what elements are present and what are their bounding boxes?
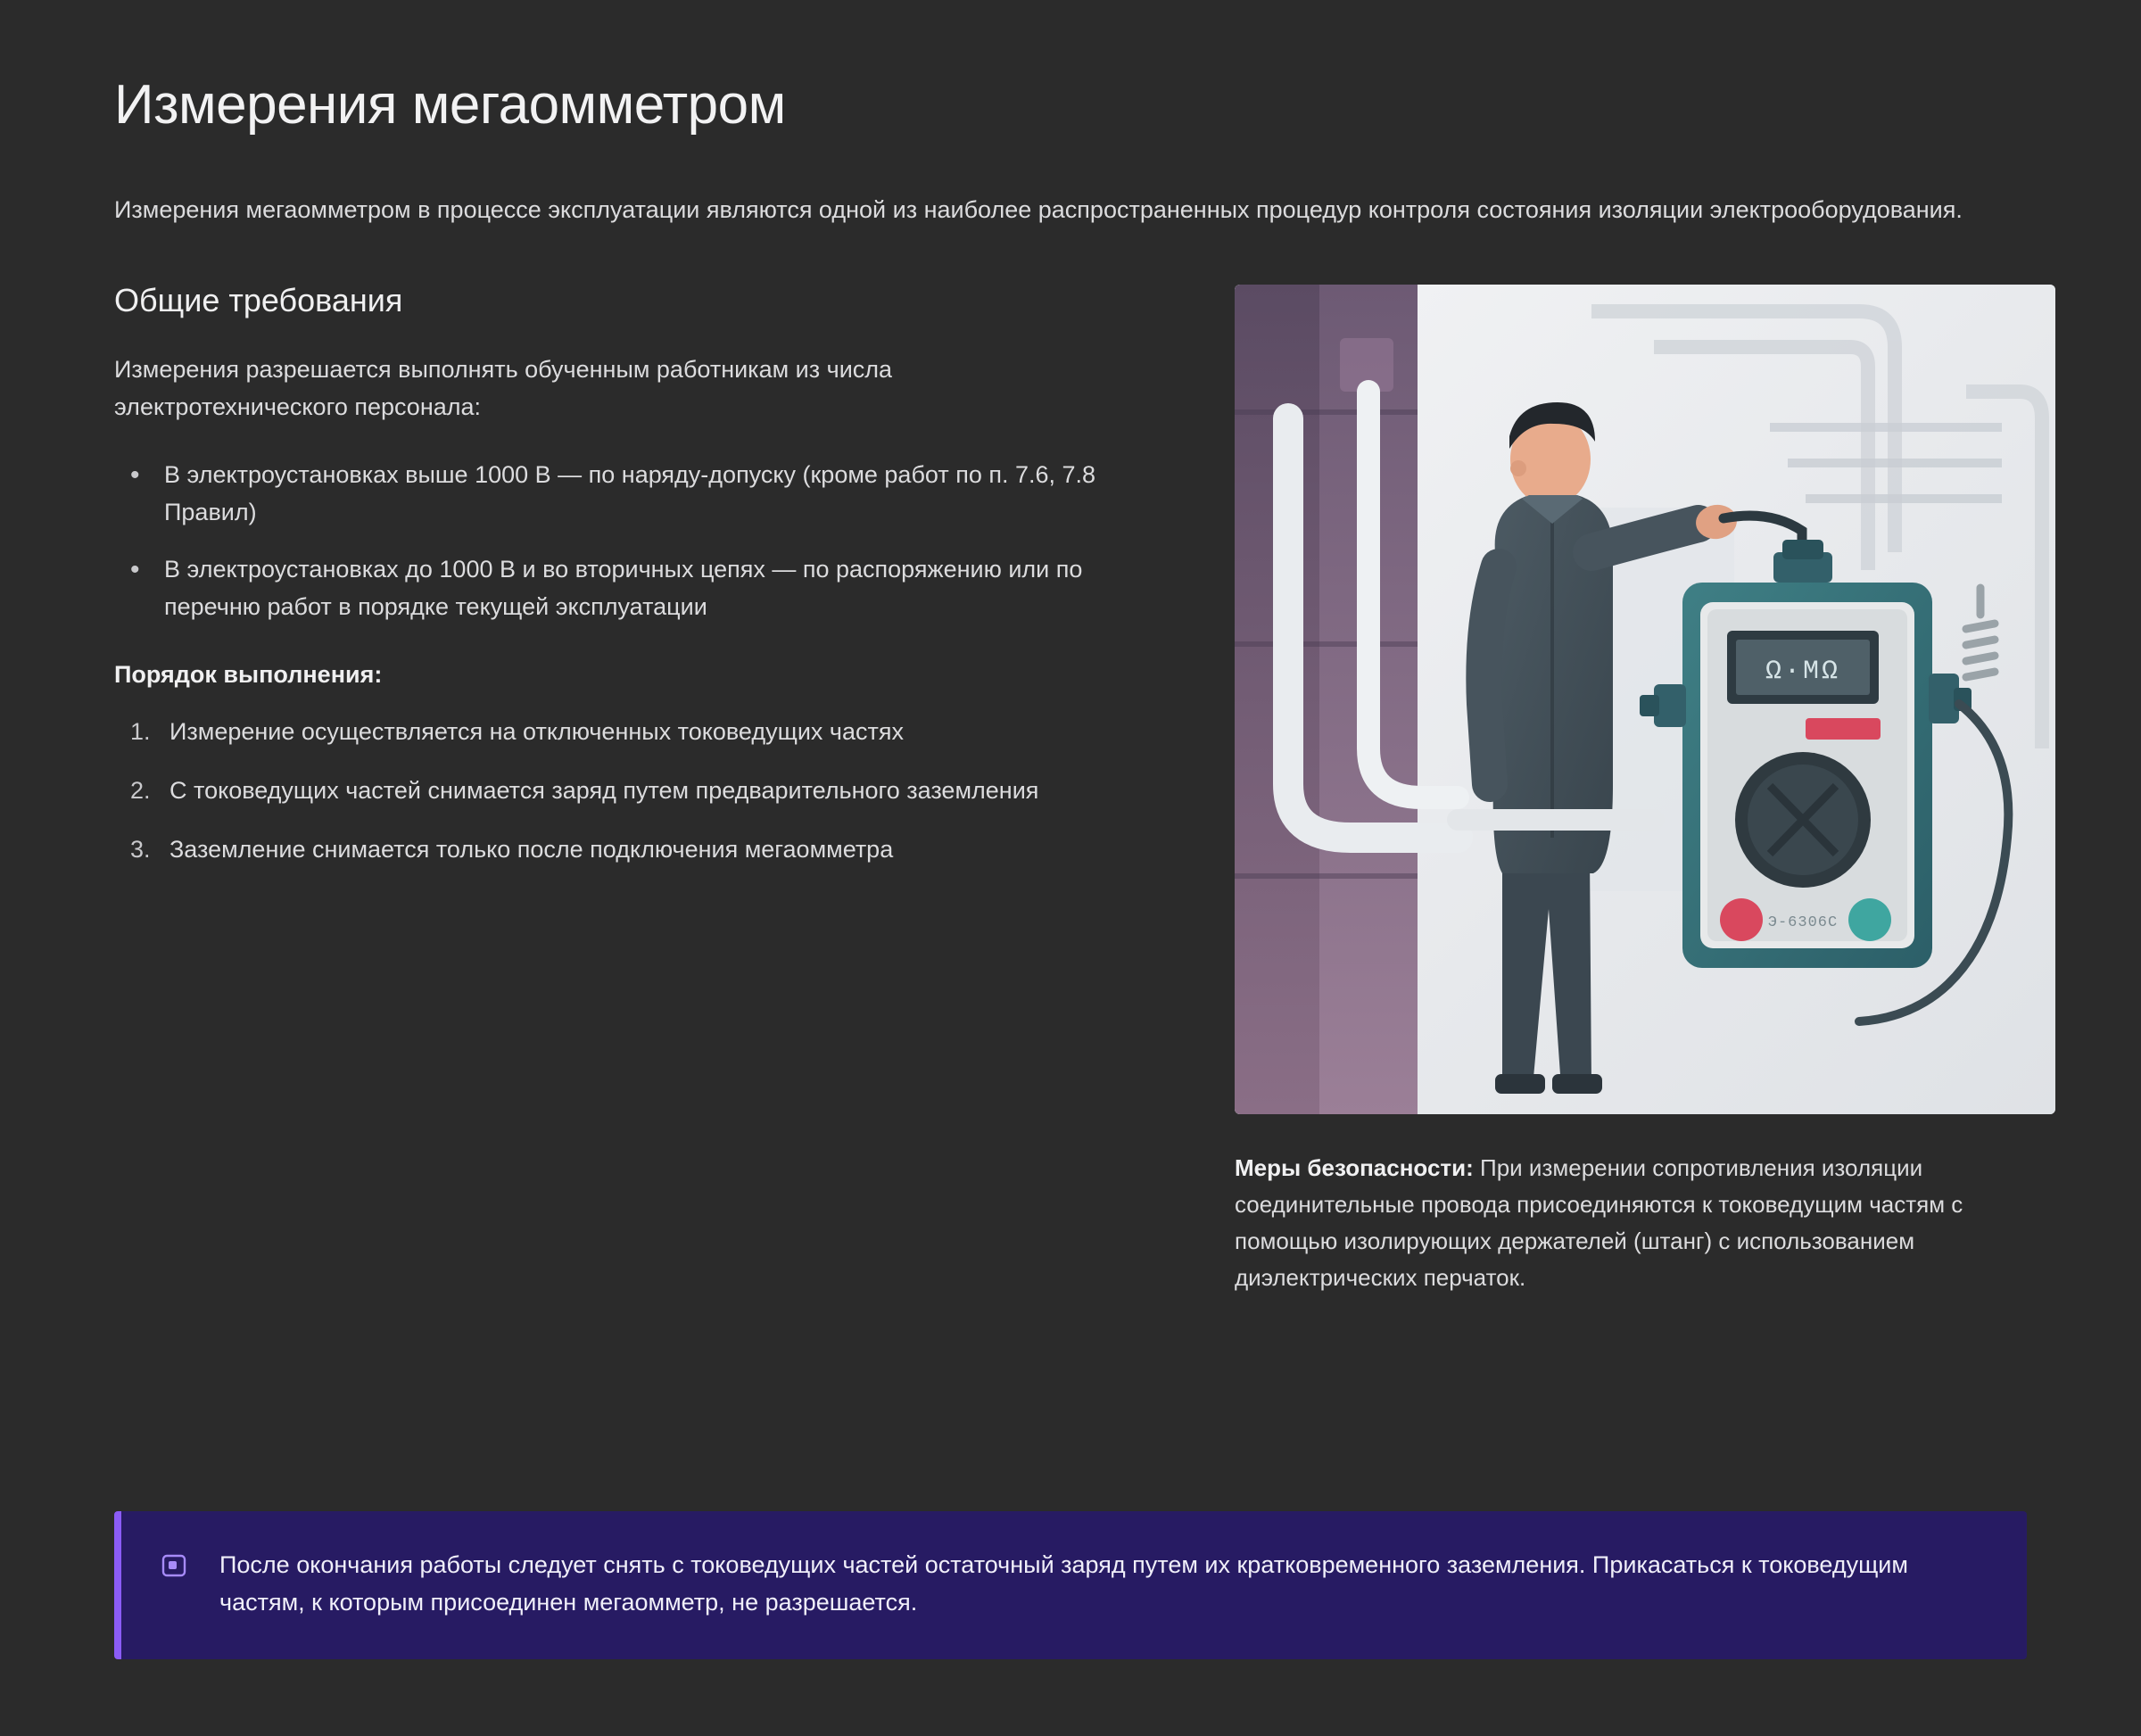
caption-label: Меры безопасности: — [1235, 1154, 1474, 1182]
intro-paragraph: Измерения мегаомметром в процессе эксплуатации являются одной из наиболее распространенных процедур контроля состояния изоляции электрооборудования. — [114, 196, 1963, 224]
right-column — [1235, 281, 2055, 1296]
procedure-list — [114, 714, 1176, 869]
requirements-list — [114, 457, 1176, 625]
section-lead: Измерения разрешается выполнять обученным работникам из числа электротехнического персонала: — [114, 356, 893, 421]
steps-heading: Порядок выполнения: — [114, 661, 383, 689]
caption-text: При измерении сопротивления изоляции соединительные провода присоединяются к токоведущим частям с помощью изолирующих держателей (штанг) с использованием диэлектрических перчаток. — [1235, 1154, 1963, 1292]
list-item: • В электроустановках до 1000 В и во вторичных цепях — по распоряжению или по перечню работ в порядке текущей эксплуатации — [114, 551, 1176, 626]
list-item: Заземление снимается только после подключения мегаомметра — [169, 836, 894, 864]
warning-callout — [114, 1511, 2027, 1659]
list-item: • В электроустановках выше 1000 В — по наряду-допуску (кроме работ по п. 7.6, 7.8 Правил) — [114, 457, 1176, 532]
left-column — [114, 281, 1176, 890]
list-item: Измерение осуществляется на отключенных токоведущих частях — [169, 718, 904, 746]
note-icon — [161, 1552, 187, 1583]
device-body — [1640, 583, 1972, 968]
list-item: С токоведущих частей снимается заряд путем предварительного заземления — [169, 777, 1039, 805]
figure-caption — [1235, 1150, 2055, 1296]
section-heading: Общие требования — [114, 282, 403, 319]
device-model-label: Э-6306С — [1767, 914, 1839, 932]
page-title: Измерения мегаомметром — [114, 74, 786, 136]
megaohmmeter-illustration — [1235, 285, 2055, 1114]
callout-text: После окончания работы следует снять с токоведущих частей остаточный заряд путем их кратковременного заземления. Прикасаться к токоведущим частям, к которым присоединен мегаомметр, не разрешается. — [219, 1551, 1908, 1616]
figure — [1235, 285, 2055, 1296]
device-display-text: Ω·МΩ — [1765, 657, 1841, 688]
content-columns — [114, 281, 2027, 1296]
